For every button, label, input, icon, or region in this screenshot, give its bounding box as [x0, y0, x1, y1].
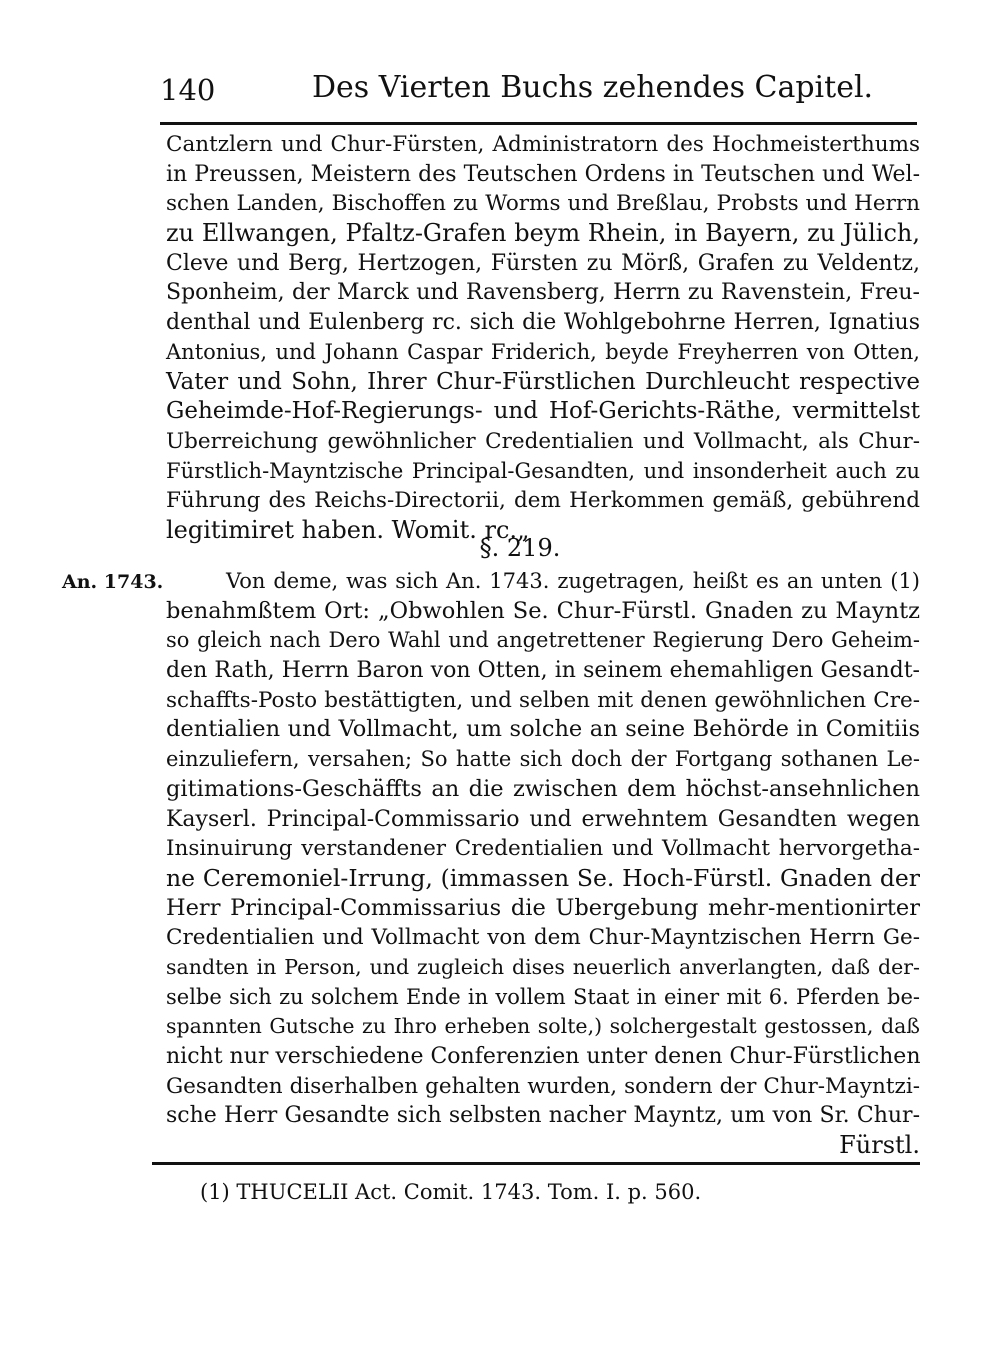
text-line: Uberreichung gewöhnlicher Credentialien und Vollmacht, als Chur- — [166, 428, 920, 454]
text-line: den Rath, Herrn Baron von Otten, in seinem ehemahligen Gesandt- — [166, 658, 920, 684]
text-line: sandten in Person, und zugleich dises neuerlich anverlangten, daß der- — [166, 954, 920, 979]
text-line: dentialien und Vollmacht, um solche an seine Behörde in Comitiis — [166, 716, 920, 743]
text-line: sche Herr Gesandte sich selbsten nacher Mayntz, um von Sr. Chur- — [166, 1103, 920, 1129]
text-line: Gesandten diserhalben gehalten wurden, sondern der Chur-Mayntzi- — [166, 1073, 920, 1099]
text-line: Geheimde-Hof-Regierungs- und Hof-Gerichts-Räthe, vermittelst — [166, 398, 920, 425]
text-line: Credentialien und Vollmacht von dem Chur-Mayntzischen Herrn Ge- — [166, 925, 920, 951]
text-line: so gleich nach Dero Wahl und angetrettener Regierung Dero Geheim- — [166, 628, 920, 653]
page-number: 140 — [160, 73, 216, 107]
footnote: (1) THUCELII Act. Comit. 1743. Tom. I. p. 560. — [200, 1180, 702, 1204]
text-line: schaffts-Posto bestättigten, und selben mit denen gewöhnlichen Cre- — [166, 687, 920, 713]
text-line: Fürstlich-Mayntzische Principal-Gesandten, und insonderheit auch zu — [166, 458, 920, 483]
text-line: ne Ceremoniel-Irrung, (immassen Se. Hoch-Fürstl. Gnaden der — [166, 863, 920, 892]
header-rule — [160, 122, 917, 125]
text-line: nicht nur verschiedene Conferenzien unter denen Chur-Fürstlichen — [166, 1044, 921, 1069]
text-line: spannten Gutsche zu Ihro erheben solte,) solchergestalt gestossen, daß — [166, 1014, 920, 1039]
text-line: Cantzlern und Chur-Fürsten, Administratorn des Hochmeisterthums — [166, 132, 920, 157]
text-line: schen Landen, Bischoffen zu Worms und Breßlau, Probsts und Herrn — [166, 191, 920, 217]
catchword: Fürstl. — [839, 1131, 920, 1160]
running-title: Des Vierten Buchs zehendes Capitel. — [312, 70, 874, 105]
paragraph-section-219 — [166, 567, 920, 1161]
page-header — [160, 68, 920, 112]
text-line: Führung des Reichs-Directorii, dem Herkommen gemäß, gebührend — [166, 488, 920, 514]
paragraph-continuation — [166, 130, 920, 546]
text-line: Antonius, und Johann Caspar Friderich, beyde Freyherren von Otten, — [166, 339, 920, 364]
text-line: Cleve und Berg, Hertzogen, Fürsten zu Mörß, Grafen zu Veldentz, — [166, 250, 920, 276]
text-line: legitimiret haben. Womit. rc.„ — [166, 515, 530, 544]
margin-note-year: An. 1743. — [62, 571, 164, 593]
footnote-rule — [152, 1162, 920, 1165]
text-line: zu Ellwangen, Pfaltz-Grafen beym Rhein, in Bayern, zu Jülich, — [166, 219, 920, 248]
text-line: Kayserl. Principal-Commissario und erwehntem Gesandten wegen — [166, 806, 920, 832]
section-number: §. 219. — [479, 534, 561, 562]
text-line: gitimations-Geschäffts an die zwischen dem höchst-ansehnlichen — [166, 775, 920, 802]
text-line-content: Von deme, was sich An. 1743. zugetragen, heißt es an unten (1) — [226, 569, 920, 593]
text-line: selbe sich zu solchem Ende in vollem Staat in einer mit 6. Pferden be- — [166, 984, 920, 1009]
text-line: in Preussen, Meistern des Teutschen Ordens in Teutschen und Wel- — [166, 161, 920, 187]
text-line: Insinuirung verstandener Credentialien und Vollmacht hervorgetha- — [166, 836, 920, 862]
text-line: Vater und Sohn, Ihrer Chur-Fürstlichen Durchleucht respective — [166, 368, 920, 395]
text-line: denthal und Eulenberg rc. sich die Wohlgebohrne Herren, Ignatius — [166, 310, 920, 336]
text-line — [166, 567, 920, 597]
text-line: Herr Principal-Commissarius die Ubergebung mehr-mentionirter — [166, 894, 920, 921]
text-line: benahmßtem Ort: „Obwohlen Se. Chur-Fürstl. Gnaden zu Mayntz — [166, 597, 920, 624]
text-line: einzuliefern, versahen; So hatte sich doch der Fortgang sothanen Le- — [166, 747, 920, 772]
text-line: Sponheim, der Marck und Ravensberg, Herrn zu Ravenstein, Freu- — [166, 280, 920, 306]
